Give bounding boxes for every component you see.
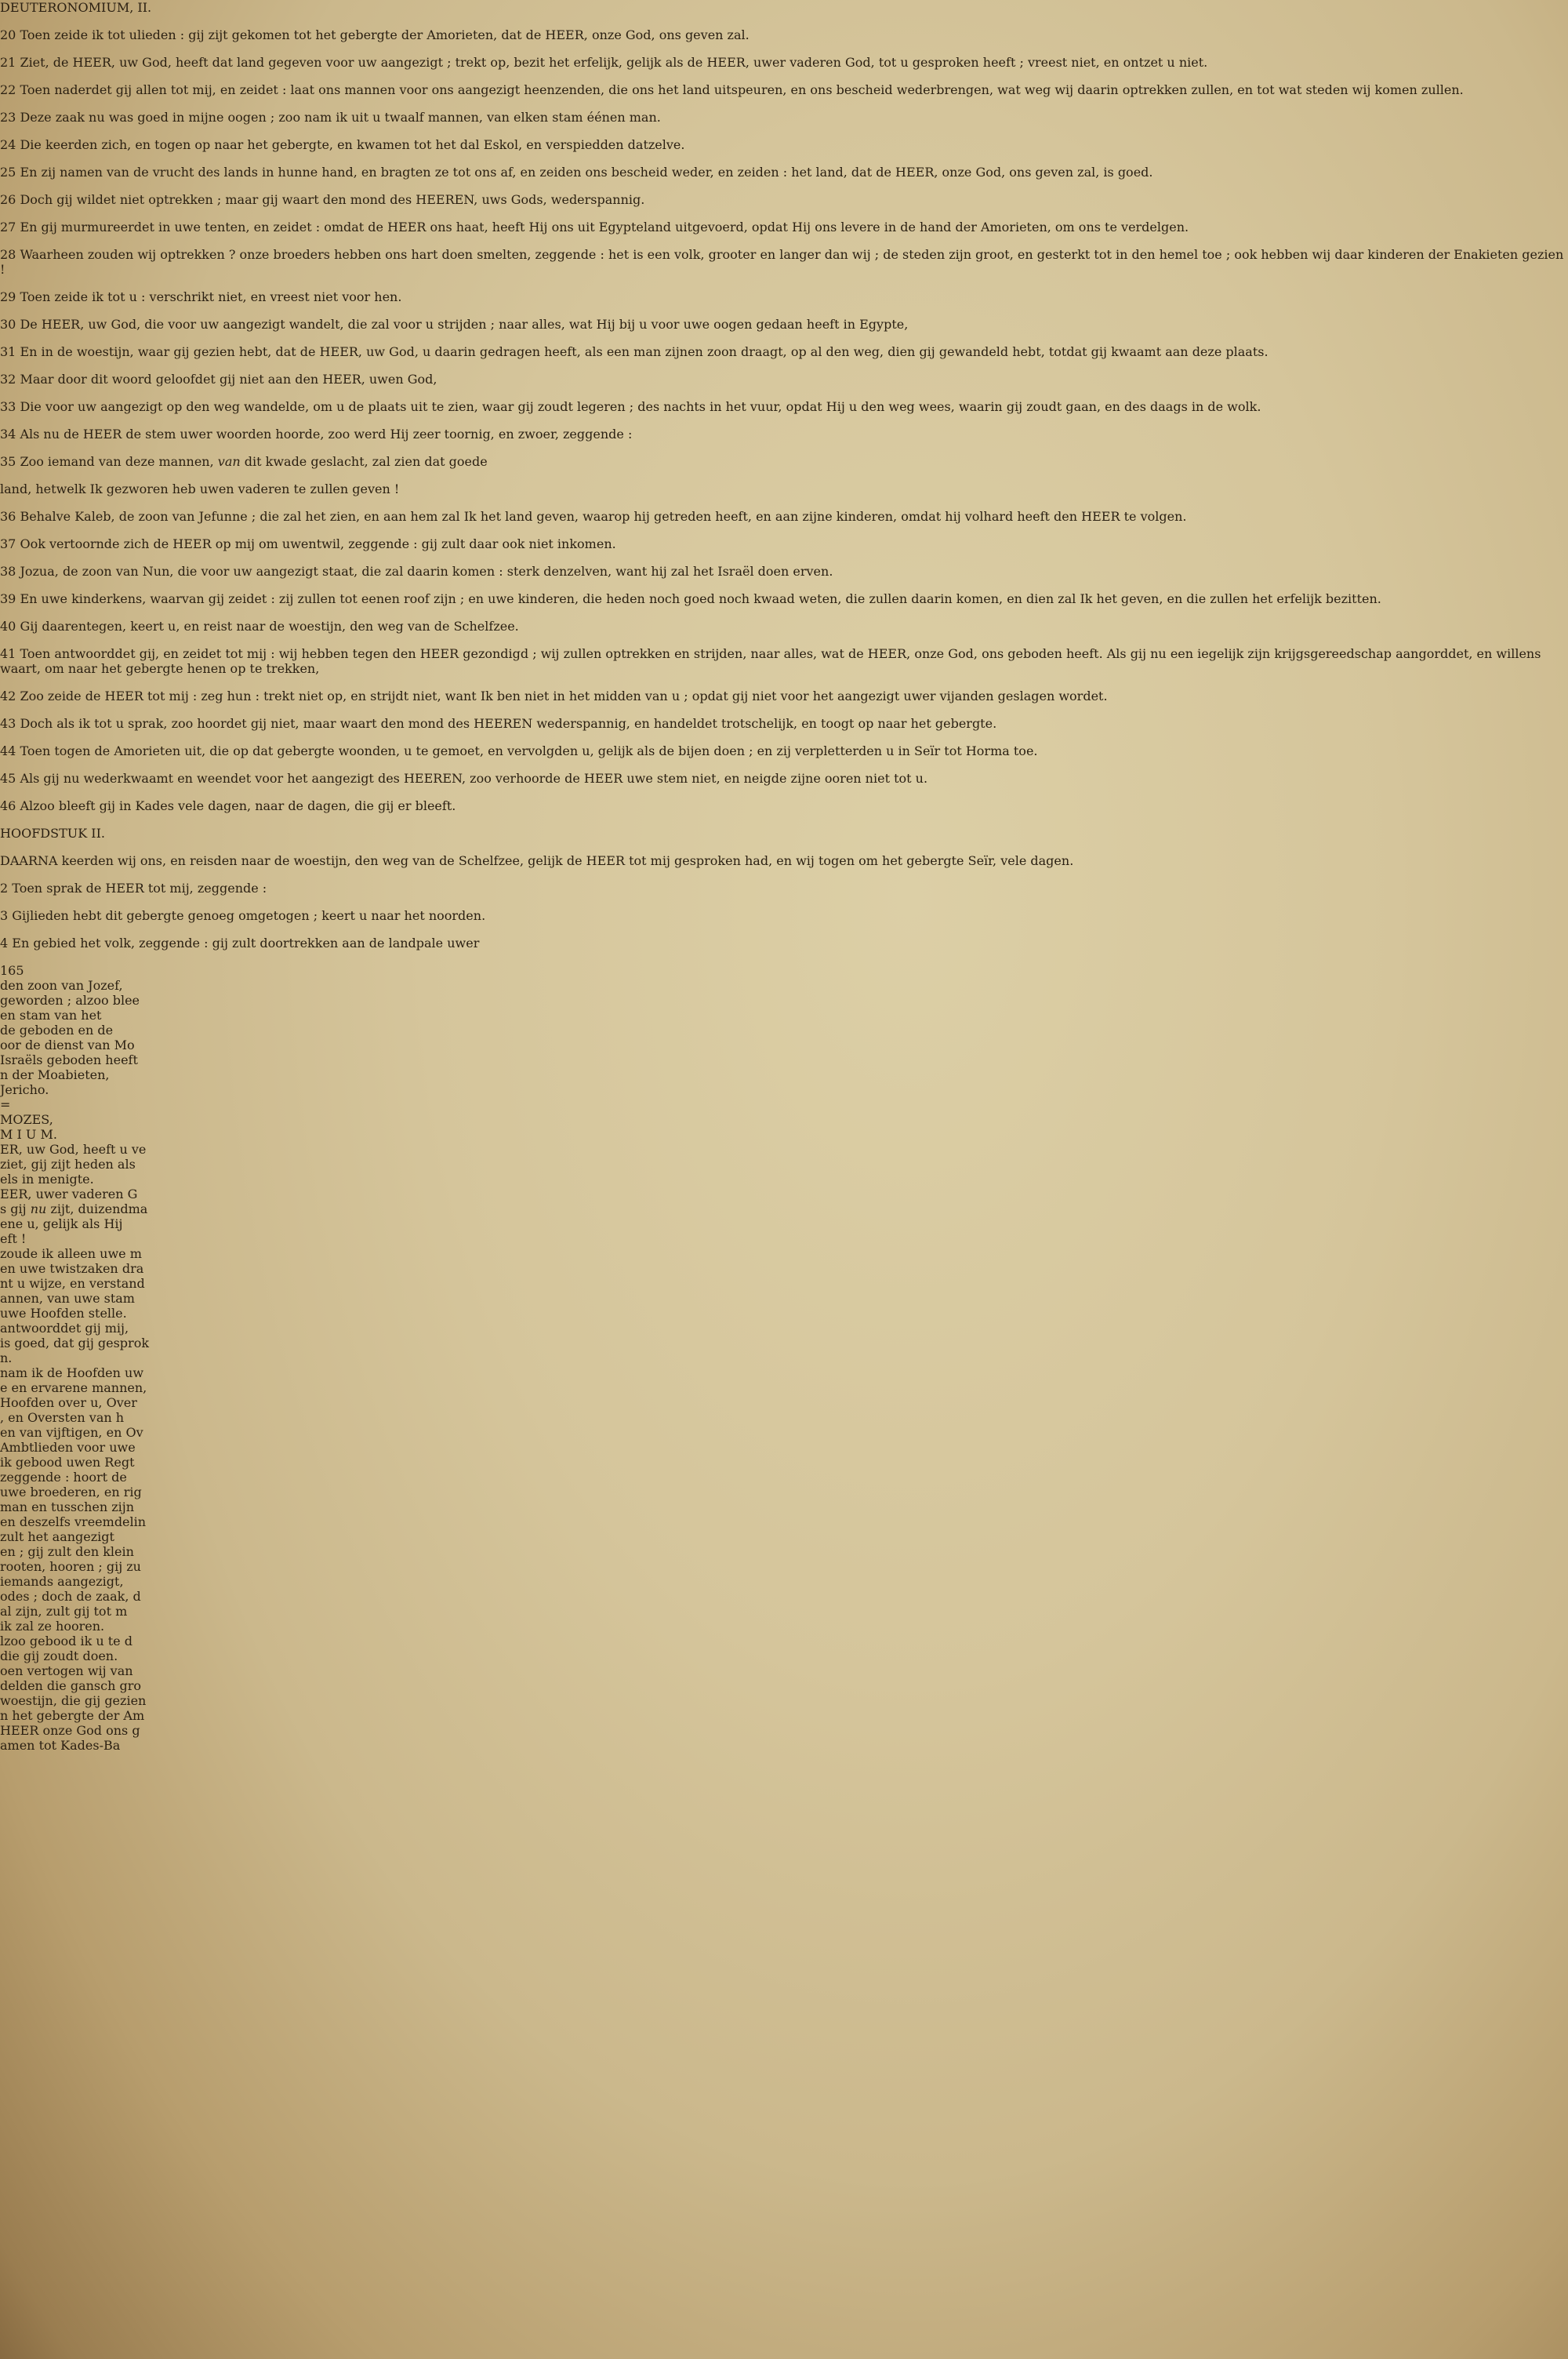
verse-continuation: land, hetwelk Ik gezworen heb uwen vaderen te zullen geven !	[0, 482, 400, 496]
margin-line: man en tusschen zijn	[0, 1499, 135, 1514]
verse-paragraph: 20 Toen zeide ik tot ulieden : gij zijt gekomen tot het gebergte der Amorieten, dat de HEER, onze God, ons geven zal.	[0, 27, 750, 42]
margin-line: en stam van het	[0, 1008, 102, 1023]
verse-paragraph: 26 Doch gij wildet niet optrekken ; maar gij waart den mond des HEEREN, uws Gods, wederspannig.	[0, 192, 645, 207]
chapter-dropcap: D	[0, 853, 10, 868]
verse-paragraph	[0, 853, 1568, 868]
verse-paragraph: 40 Gij daarentegen, keert u, en reist naar de woestijn, den weg van de Schelfzee.	[0, 619, 519, 634]
verse-paragraph: 43 Doch als ik tot u sprak, zoo hoordet gij niet, maar waart den mond des HEEREN wederspannig, en handeldet trotschelijk, en toogt op naar het gebergte.	[0, 716, 997, 731]
margin-line: en deszelfs vreemdelin	[0, 1514, 147, 1529]
margin-line: oen vertogen wij van	[0, 1663, 133, 1678]
verse-paragraph: 36 Behalve Kaleb, de zoon van Jefunne ; die zal het zien, en aan hem zal Ik het land geven, waarop hij getreden heeft, en aan zijne kinderen, omdat hij volhard heeft den HEER te volgen.	[0, 509, 1187, 524]
margin-line: zult het aangezigt	[0, 1529, 114, 1544]
margin-line: iemands aangezigt,	[0, 1574, 124, 1589]
left-text-column	[0, 27, 1568, 469]
verse-paragraph: 28 Waarheen zouden wij optrekken ? onze broeders hebben ons hart doen smelten, zeggende : het is een volk, grooter en langer dan wij ; de steden zijn groot, en gesterkt tot in den hemel toe ; ook hebben wij daar kinderen der Enakieten gezien !	[0, 247, 1564, 277]
verse-paragraph: 31 En in de woestijn, waar gij gezien hebt, dat de HEER, uw God, u daarin gedragen heeft, als een man zijnen zoon draagt, op al den weg, dien gij gewandeld hebt, totdat gij kwaamt aan deze plaats.	[0, 344, 1269, 359]
verse-paragraph: 41 Toen antwoorddet gij, en zeidet tot mij : wij hebben tegen den HEER gezondigd ; wij zullen optrekken en strijden, naar alles, wat de HEER, onze God, ons geboden heeft. Als gij nu een iegelijk zijn krijgsgereedschap aangorddet, en willens waart, om naar het gebergte henen op te trekken,	[0, 646, 1541, 676]
page-header-title: DEUTERONOMIUM, II.	[0, 0, 152, 15]
margin-line: n.	[0, 1350, 13, 1365]
margin-line: nam ik de Hoofden uw	[0, 1365, 144, 1380]
margin-line: uwe Hoofden stelle.	[0, 1306, 127, 1321]
margin-line: geworden ; alzoo blee	[0, 993, 140, 1008]
margin-line: HEER onze God ons g	[0, 1723, 140, 1738]
margin-line: uwe broederen, en rig	[0, 1485, 142, 1499]
verse-paragraph: 4 En gebied het volk, zeggende : gij zult doortrekken aan de landpale uwer	[0, 936, 480, 951]
verse-paragraph: 21 Ziet, de HEER, uw God, heeft dat land gegeven voor uw aangezigt ; trekt op, bezit het erfelijk, gelijk als de HEER, uwer vaderen God, tot u gesproken heeft ; vreest niet, en ontzet u niet.	[0, 55, 1208, 70]
verse-paragraph: 22 Toen naderdet gij allen tot mij, en zeidet : laat ons mannen voor ons aangezigt heenzenden, die ons het land uitspeuren, en ons bescheid wederbrengen, wat weg wij daarin optrekken zullen, en tot wat steden wij komen zullen.	[0, 82, 1464, 97]
verse-paragraph: 35 Zoo iemand van deze mannen, van dit kwade geslacht, zal zien dat goede	[0, 454, 488, 469]
verse-paragraph: 34 Als nu de HEER de stem uwer woorden hoorde, zoo werd Hij zeer toornig, en zwoer, zeggende :	[0, 427, 633, 442]
margin-line: , en Oversten van h	[0, 1410, 125, 1425]
margin-line: s gij nu zijt, duizendma	[0, 1201, 148, 1216]
verse-paragraph: 44 Toen togen de Amorieten uit, die op dat gebergte woonden, u te gemoet, en vervolgden u, gelijk als de bijen doen ; en zij verpletterden u in Seïr tot Horma toe.	[0, 743, 1038, 758]
verse-paragraph: 30 De HEER, uw God, die voor uw aangezigt wandelt, die zal voor u strijden ; naar alles, wat Hij bij u voor uwe oogen gedaan heeft in Egypte,	[0, 317, 909, 332]
margin-line: odes ; doch de zaak, d	[0, 1589, 141, 1604]
verse-paragraph: 23 Deze zaak nu was goed in mijne oogen ; zoo nam ik uit u twaalf mannen, van elken stam éénen man.	[0, 110, 661, 125]
verse-paragraph: 38 Jozua, de zoon van Nun, die voor uw aangezigt staat, die zal daarin komen : sterk denzelven, want hij zal het Israël doen erven.	[0, 564, 833, 579]
verse-paragraph: 42 Zoo zeide de HEER tot mij : zeg hun : trekt niet op, en strijdt niet, want Ik ben niet in het midden van u ; opdat gij niet voor het aangezigt uwer vijanden geslagen wordet.	[0, 689, 1108, 703]
margin-line: Ambtlieden voor uwe	[0, 1440, 136, 1455]
margin-line: delden die gansch gro	[0, 1678, 142, 1693]
margin-line: den zoon van Jozef,	[0, 978, 123, 993]
margin-line: lzoo gebood ik u te d	[0, 1634, 132, 1648]
chapter-heading: HOOFDSTUK II.	[0, 826, 105, 841]
verse-paragraph: 32 Maar door dit woord geloofdet gij niet aan den HEER, uwen God,	[0, 372, 437, 387]
margin-line: rooten, hooren ; gij zu	[0, 1559, 141, 1574]
verse-paragraph: 27 En gij murmureerdet in uwe tenten, en zeidet : omdat de HEER ons haat, heeft Hij ons uit Egypteland uitgevoerd, opdat Hij ons levere in de hand der Amorieten, om ons te verdelgen.	[0, 220, 1189, 234]
verse-paragraph: 3 Gijlieden hebt dit gebergte genoeg omgetogen ; keert u naar het noorden.	[0, 908, 486, 923]
margin-line: nt u wijze, en verstand	[0, 1276, 145, 1291]
margin-line: ER, uw God, heeft u ve	[0, 1142, 147, 1157]
margin-line: antwoorddet gij mij,	[0, 1321, 129, 1336]
margin-line: amen tot Kades-Ba	[0, 1738, 121, 1753]
margin-line: de geboden en de	[0, 1023, 114, 1038]
verse-paragraph: 46 Alzoo bleeft gij in Kades vele dagen, naar de dagen, die gij er bleeft.	[0, 798, 456, 813]
margin-line: eft !	[0, 1231, 27, 1246]
verse-paragraph: 29 Toen zeide ik tot u : verschrikt niet, en vreest niet voor hen.	[0, 289, 402, 304]
margin-line: en uwe twistzaken dra	[0, 1261, 144, 1276]
margin-line: Jericho.	[0, 1082, 49, 1097]
margin-line: EER, uwer vaderen G	[0, 1187, 138, 1201]
verse-paragraph: 45 Als gij nu wederkwaamt en weendet voor het aangezigt des HEEREN, zoo verhoorde de HEER uwe stem niet, en neigde zijne ooren niet tot u.	[0, 771, 928, 786]
margin-line: ziet, gij zijt heden als	[0, 1157, 136, 1172]
verse-paragraph: 39 En uwe kinderkens, waarvan gij zeidet : zij zullen tot eenen roof zijn ; en uwe kinderen, die heden noch goed noch kwaad weten, die zullen daarin komen, en dien zal Ik het geven, en die zullen het erfelijk bezitten.	[0, 591, 1381, 606]
page-number: 165	[0, 963, 24, 978]
separator-mark: =	[0, 1097, 11, 1112]
verse-paragraph: 25 En zij namen van de vrucht des lands in hunne hand, en bragten ze tot ons af, en zeiden ons bescheid weder, en zeiden : het land, dat de HEER, onze God, ons geven zal, is goed.	[0, 165, 1153, 180]
margin-line: n het gebergte der Am	[0, 1708, 145, 1723]
verse-paragraph: 24 Die keerden zich, en togen op naar het gebergte, en kwamen tot het dal Eskol, en verspiedden datzelve.	[0, 137, 685, 152]
margin-line: zoude ik alleen uwe m	[0, 1246, 142, 1261]
margin-line: annen, van uwe stam	[0, 1291, 135, 1306]
margin-line: els in menigte.	[0, 1172, 94, 1187]
margin-line: en van vijftigen, en Ov	[0, 1425, 143, 1440]
margin-line: MOZES,	[0, 1112, 53, 1127]
verse-paragraph: 33 Die voor uw aangezigt op den weg wandelde, om u de plaats uit te zien, waar gij zoudt legeren ; des nachts in het vuur, opdat Hij u den weg wees, waarin gij zoudt gaan, en des daags in de wolk.	[0, 399, 1261, 414]
prev-page-margin	[0, 978, 1568, 1753]
verse-paragraph: 2 Toen sprak de HEER tot mij, zeggende :	[0, 881, 267, 896]
margin-line: is goed, dat gij gesprok	[0, 1336, 150, 1350]
margin-line: ik zal ze hooren.	[0, 1619, 105, 1634]
margin-line: e en ervarene mannen,	[0, 1380, 147, 1395]
verse-paragraph: 37 Ook vertoornde zich de HEER op mij om uwentwil, zeggende : gij zult daar ook niet inkomen.	[0, 536, 616, 551]
margin-line: woestijn, die gij gezien	[0, 1693, 147, 1708]
margin-line: M I U M.	[0, 1127, 57, 1142]
margin-line: zeggende : hoort de	[0, 1470, 127, 1485]
margin-line: ene u, gelijk als Hij	[0, 1216, 123, 1231]
margin-line: oor de dienst van Mo	[0, 1038, 135, 1052]
right-text-column	[0, 482, 1568, 951]
margin-line: die gij zoudt doen.	[0, 1648, 118, 1663]
margin-line: ik gebood uwen Regt	[0, 1455, 135, 1470]
margin-line: Israëls geboden heeft	[0, 1052, 138, 1067]
margin-line: en ; gij zult den klein	[0, 1544, 134, 1559]
chapter-first-verse: AARNA keerden wij ons, en reisden naar de woestijn, den weg van de Schelfzee, gelijk de HEER tot mij gesproken had, en wij togen om het gebergte Seïr, vele dagen.	[9, 853, 1074, 868]
margin-line: al zijn, zult gij tot m	[0, 1604, 128, 1619]
margin-line: n der Moabieten,	[0, 1067, 110, 1082]
margin-line: Hoofden over u, Over	[0, 1395, 137, 1410]
